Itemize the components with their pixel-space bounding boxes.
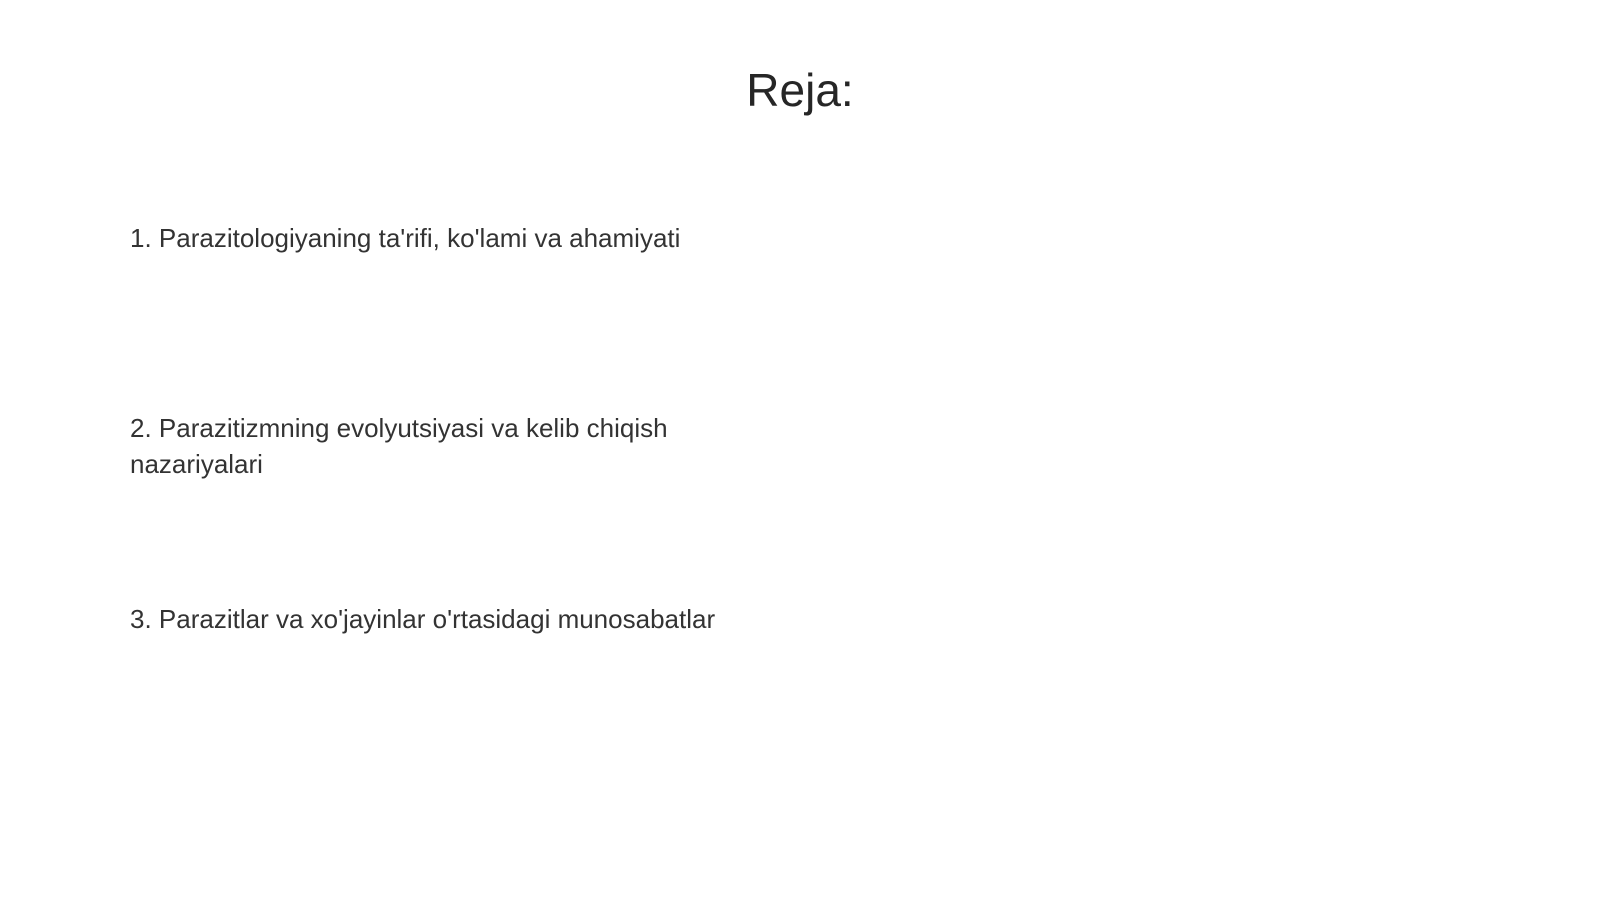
- plan-item-1: 1. Parazitologiyaning ta'rifi, ko'lami va ahamiyati: [130, 223, 681, 253]
- slide-title: Reja:: [746, 64, 854, 116]
- plan-item-2: 2. Parazitizmning evolyutsiyasi va kelib chiqish nazariyalari: [130, 413, 668, 479]
- plan-item-3: 3. Parazitlar va xo'jayinlar o'rtasidagi munosabatlar: [130, 604, 716, 634]
